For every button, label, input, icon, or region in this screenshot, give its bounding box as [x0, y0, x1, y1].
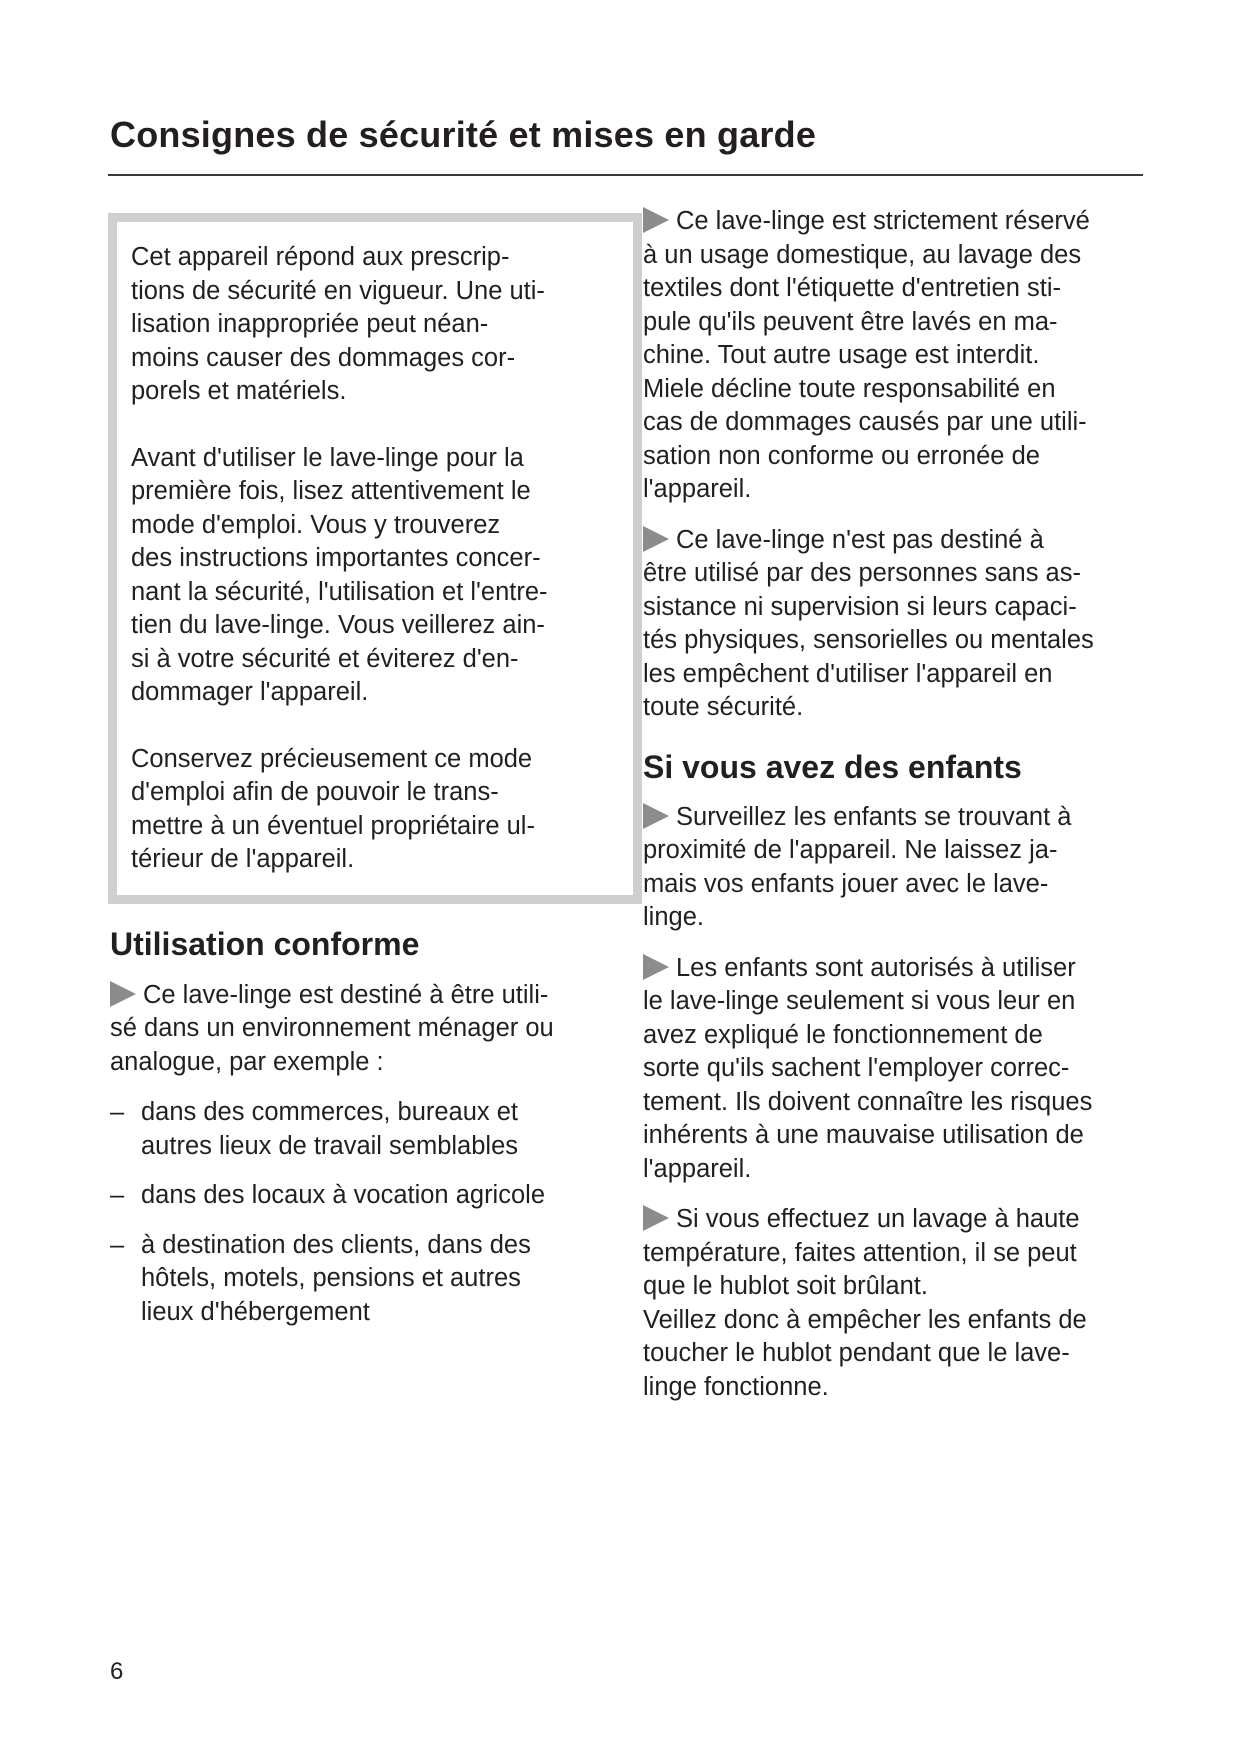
warning-paragraph-text: Ce lave-linge est strictement réservé à un usage domestique, au lavage des textiles dont l'étiquette d'entretien sti- pule qu'ils peuvent être lavés en ma- chine. Tout autre usage est interdit. Miele décline toute responsabilité en cas de dommages causés par une utili- sation non conforme ou erronée de l'appareil. — [643, 207, 1090, 503]
page-number: 6 — [110, 1658, 124, 1685]
right-column — [643, 205, 1153, 1421]
section-heading-enfants: Si vous avez des enfants — [643, 748, 1022, 785]
list-item-text: dans des locaux à vocation agricole — [141, 1181, 546, 1209]
dash-marker: – — [110, 1181, 125, 1209]
list-item — [110, 1179, 610, 1213]
title-divider — [108, 174, 1143, 176]
intro-paragraph: Avant d'utiliser le lave-linge pour la première fois, lisez attentivement le mode d'emploi. Vous y trouverez des instructions importantes concer- nant la sécurité, l'utilisation et l'entre- tien du lave-linge. Vous veillerez ain- si à votre sécurité et éviterez d'en- dommager l'appareil. — [131, 443, 548, 706]
warning-paragraph — [110, 979, 610, 1080]
left-column — [110, 213, 610, 1345]
triangle-arrow-icon — [643, 526, 669, 552]
intro-paragraph: Cet appareil répond aux prescrip- tions de sécurité en vigueur. Une uti- lisation inappropriée peut néan- moins causer des dommages cor- porels et matériels. — [131, 243, 545, 405]
warning-paragraph — [643, 205, 1153, 507]
warning-paragraph — [643, 952, 1153, 1187]
warning-paragraph — [643, 1203, 1153, 1404]
usage-examples-list — [110, 1096, 610, 1329]
section-heading-utilisation: Utilisation conforme — [110, 925, 420, 962]
warning-paragraph-text: Ce lave-linge est destiné à être utili- sé dans un environnement ménager ou analogue, par exemple : — [110, 980, 554, 1076]
warning-paragraph-text: Ce lave-linge n'est pas destiné à être utilisé par des personnes sans as- sistance ni supervision si leurs capaci- tés physiques, sensorielles ou mentales les empêchent d'utiliser l'appareil en toute sécurité. — [643, 525, 1094, 721]
triangle-arrow-icon — [643, 207, 669, 233]
triangle-arrow-icon — [643, 1205, 669, 1231]
list-item — [110, 1229, 610, 1330]
list-item-text: dans des commerces, bureaux et autres lieux de travail semblables — [141, 1098, 519, 1160]
list-item — [110, 1096, 610, 1163]
warning-paragraph-text: Surveillez les enfants se trouvant à proximité de l'appareil. Ne laissez ja- mais vos enfants jouer avec le lave- linge. — [643, 802, 1072, 931]
dash-marker: – — [110, 1230, 125, 1259]
triangle-arrow-icon — [110, 981, 136, 1007]
warning-paragraph-text: Les enfants sont autorisés à utiliser le lave-linge seulement si vous leur en avez expliqué le fonctionnement de sorte qu'ils sachent l'employer correc- tement. Ils doivent connaître les risques inhérents à une mauvaise utilisation de l'appareil. — [643, 953, 1093, 1183]
triangle-arrow-icon — [643, 803, 669, 829]
list-item-text: à destination des clients, dans des hôtels, motels, pensions et autres lieux d'hébergement — [141, 1230, 531, 1326]
intro-paragraph: Conservez précieusement ce mode d'emploi afin de pouvoir le trans- mettre à un éventuel propriétaire ul- térieur de l'appareil. — [131, 744, 535, 873]
intro-notice-box — [108, 213, 642, 904]
warning-paragraph — [643, 801, 1153, 935]
warning-paragraph — [643, 524, 1153, 725]
dash-marker: – — [110, 1098, 125, 1126]
warning-paragraph-text: Si vous effectuez un lavage à haute température, faites attention, il se peut que le hublot soit brûlant. Veillez donc à empêcher les enfants de toucher le hublot pendant que le lave- linge fonctionne. — [643, 1205, 1087, 1401]
triangle-arrow-icon — [643, 954, 669, 980]
page-title: Consignes de sécurité et mises en garde — [110, 114, 817, 155]
